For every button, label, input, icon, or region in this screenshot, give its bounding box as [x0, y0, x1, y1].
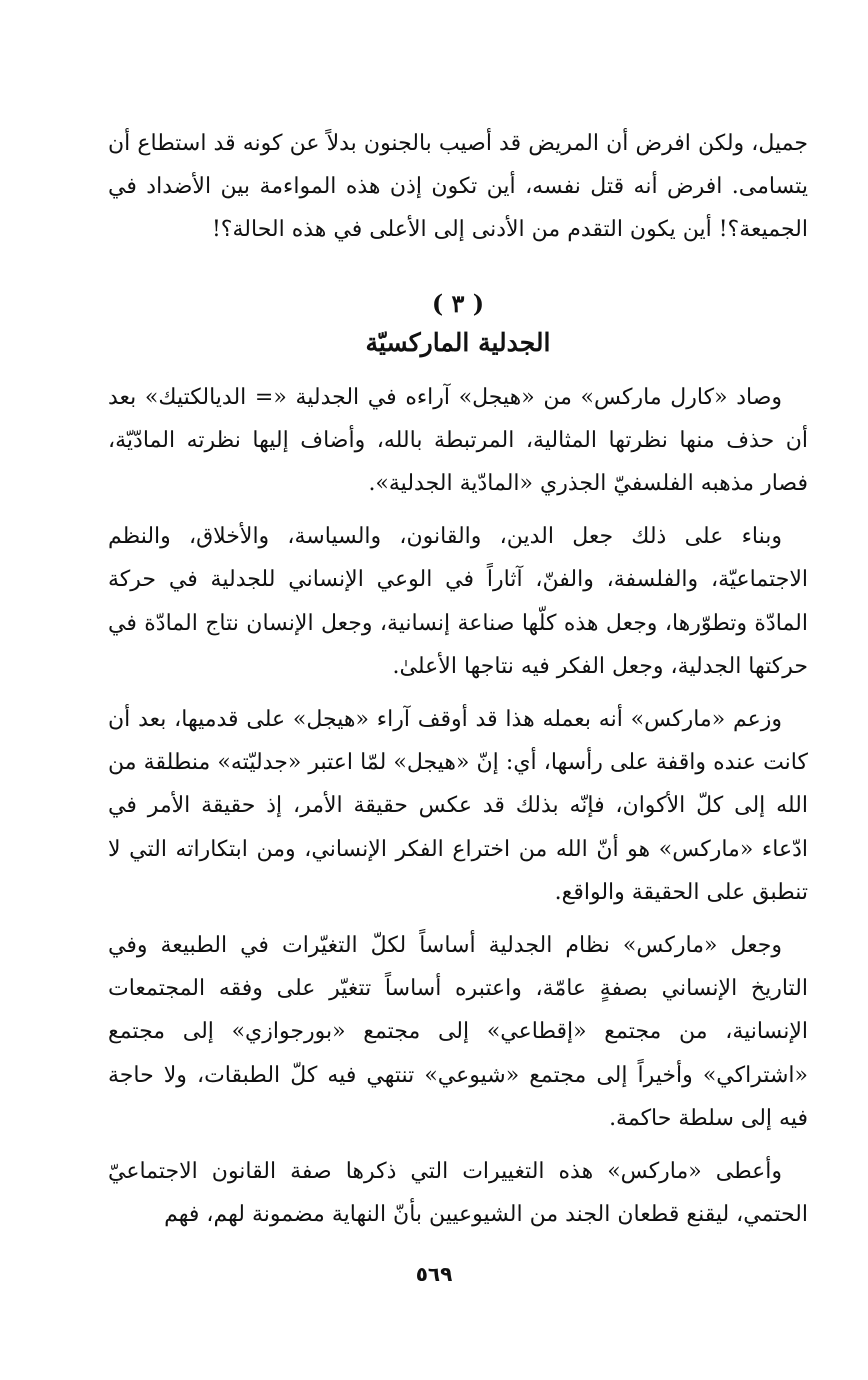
section-number: ( ٣ ): [431, 288, 485, 318]
intro-paragraph: جميل، ولكن افرض أن المريض قد أصيب بالجنون بدلاً عن كونه قد استطاع أن يتسامى. افرض أنه قتل نفسه، أين تكون إذن هذه المواءمة بين الأضداد في الجميعة؟! أين يكون التقدم من الأدنى إلى الأعلى في هذه الحالة؟!: [108, 131, 808, 243]
body-paragraph: وصاد «كارل ماركس» من «هيجل» آراءه في الجدلية «= الديالكتيك» بعد أن حذف منها نظرتها المثالية، المرتبطة بالله، وأضاف إليها نظرته المادّيّة، فصار مذهبه الفلسفيّ الجذري «المادّية الجدلية».: [108, 384, 808, 497]
body-paragraph: وزعم «ماركس» أنه بعمله هذا قد أوقف آراء «هيجل» على قدميها، بعد أن كانت عنده واقفة على رأسها، أي: إنّ «هيجل» لمّا اعتبر «جدليّته» منطلقة من الله إلى كلّ الأكوان، فإنّه بذلك قد عكس حقيقة الأمر، إذ حقيقة الأمر في ادّعاء «ماركس» هو أنّ الله من اختراع الفكر الإنساني، ومن ابتكاراته التي لا تنطبق على الحقيقة والواقع.: [108, 707, 808, 905]
body-paragraph: وجعل «ماركس» نظام الجدلية أساساً لكلّ التغيّرات في الطبيعة وفي التاريخ الإنساني بصفةٍ عامّة، واعتبره أساساً تتغيّر على وفقه المجتمعات الإنسانية، من مجتمع «إقطاعي» إلى مجتمع «بورجوازي» إلى مجتمع «اشتراكي» وأخيراً إلى مجتمع «شيوعي» تنتهي فيه كلّ الطبقات، ولا حاجة فيه إلى سلطة حاكمة.: [108, 933, 808, 1131]
section-title: الجدلية الماركسيّة: [365, 327, 551, 357]
section-heading: [108, 284, 808, 362]
page-body: [108, 122, 808, 1236]
page-number: ٥٦٩: [415, 1262, 453, 1286]
body-paragraph: وأعطى «ماركس» هذه التغييرات التي ذكرها صفة القانون الاجتماعيّ الحتمي، ليقنع قطعان الجند من الشيوعيين بأنّ النهاية مضمونة لهم، فهم: [108, 1159, 808, 1228]
body-paragraph: وبناء على ذلك جعل الدين، والقانون، والسياسة، والأخلاق، والنظم الاجتماعيّة، والفلسفة، والفنّ، آثاراً في الوعي الإنساني للجدلية في حركة المادّة وتطوّرها، وجعل هذه كلّها صناعة إنسانية، وجعل الإنسان نتاج المادّة في حركتها الجدلية، وجعل الفكر فيه نتاجها الأعلىٰ.: [108, 524, 808, 679]
